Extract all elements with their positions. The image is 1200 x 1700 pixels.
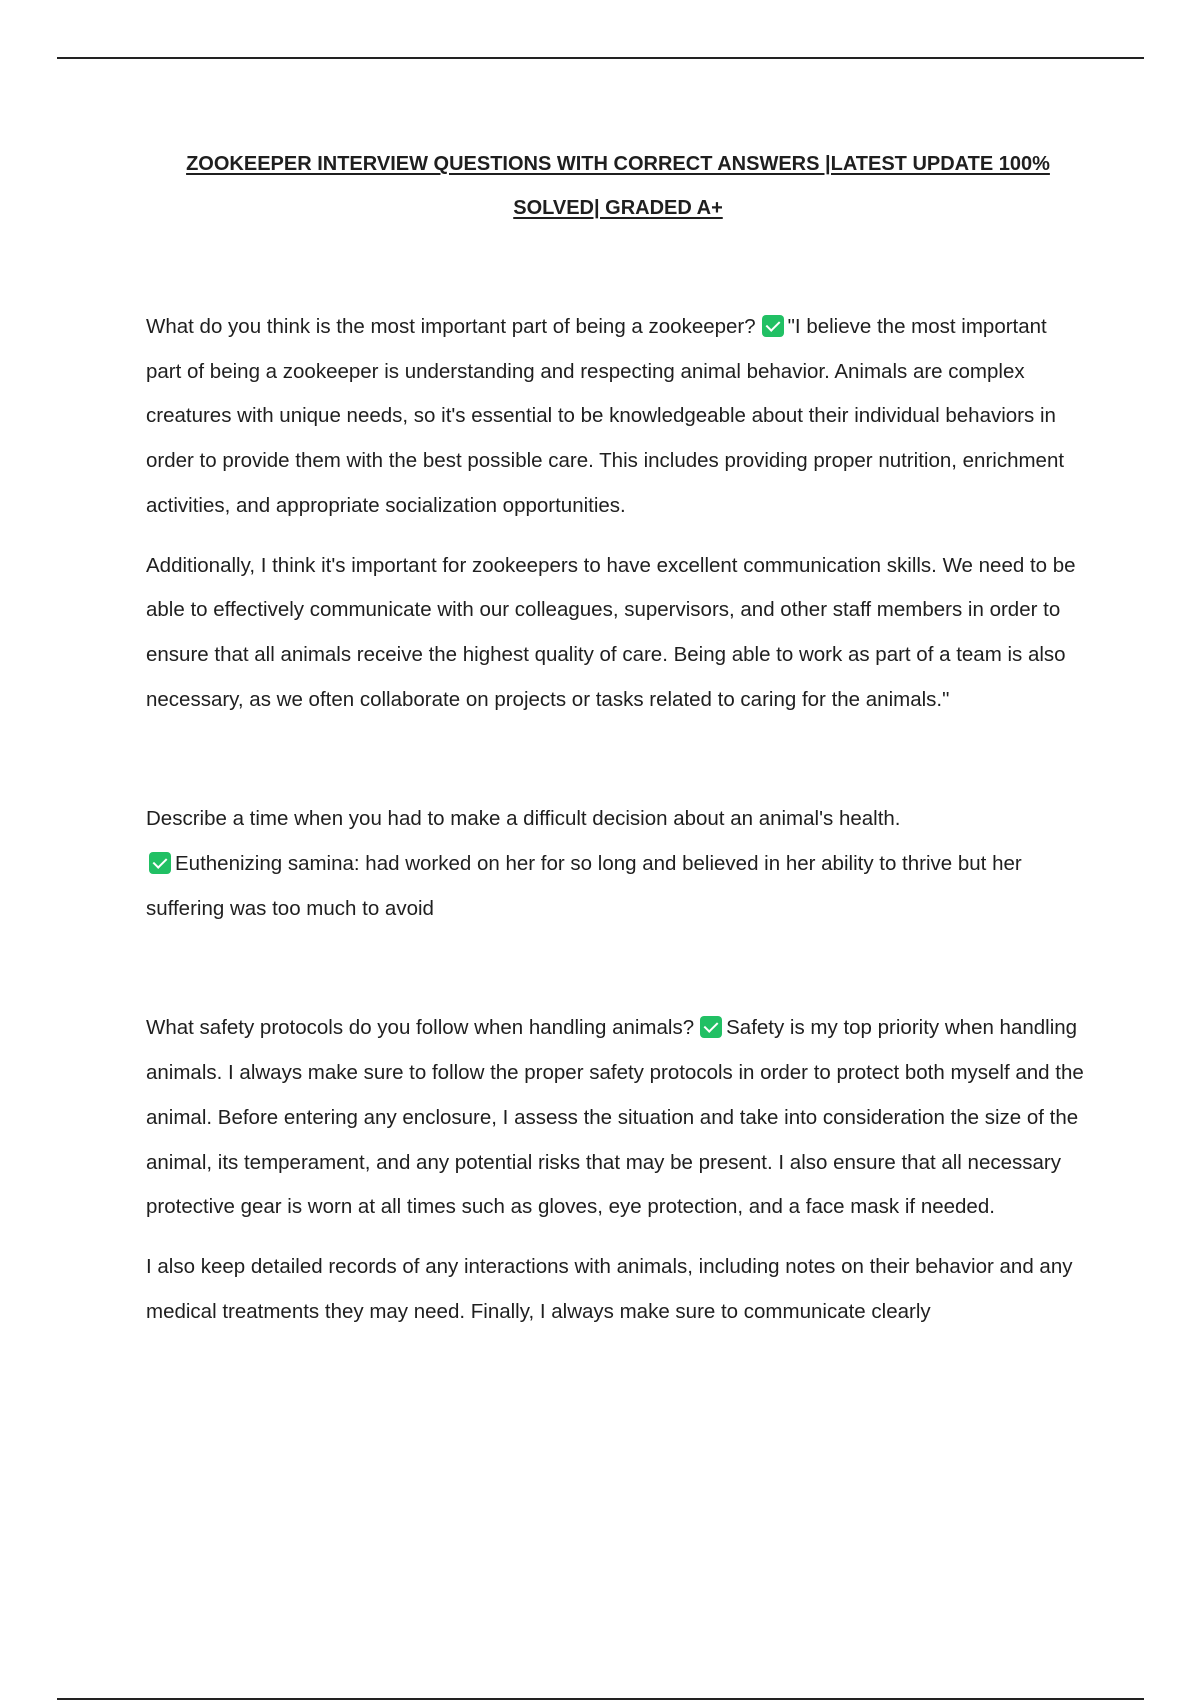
answer-paragraph: Additionally, I think it's important for zookeepers to have excellent communication skills. We need to be able to effectively communicate with our colleagues, supervisors, and other staff members in order to ensure that all animals receive the highest quality of care. Being able to work as part of a team is also necessary, as we often collaborate on projects or tasks related to caring for the animals." bbox=[146, 553, 1076, 711]
question-text: What do you think is the most important part of being a zookeeper? bbox=[146, 315, 756, 338]
qa-item-2 bbox=[146, 797, 1086, 931]
check-mark-icon bbox=[762, 315, 784, 337]
qa-item-1 bbox=[146, 305, 1086, 529]
question-text: What safety protocols do you follow when handling animals? bbox=[146, 1016, 695, 1040]
document-title bbox=[146, 142, 1090, 230]
check-mark-icon bbox=[149, 852, 171, 874]
check-mark-icon bbox=[700, 1016, 722, 1038]
top-rule bbox=[57, 57, 1144, 59]
title-line-1: ZOOKEEPER INTERVIEW QUESTIONS WITH CORRECT ANSWERS |LATEST UPDATE 100% bbox=[186, 153, 1050, 175]
document-body bbox=[146, 305, 1086, 1334]
answer-text: Safety is my top priority when handling animals. I always make sure to follow the proper safety protocols in order to protect both myself and the animal. Before entering any enclosure, I assess the situation and take into consideration the size of the animal, its temperament, and any potential risks that may be present. I also ensure that all necessary protective gear is worn at all times such as gloves, eye protection, and a face mask if needed. bbox=[146, 1016, 1084, 1219]
qa-item-3 bbox=[146, 1006, 1086, 1230]
answer-text: Euthenizing samina: had worked on her for so long and believed in her ability to thrive but her suffering was too much to avoid bbox=[146, 852, 1022, 920]
answer-paragraph: I also keep detailed records of any interactions with animals, including notes on their behavior and any medical treatments they may need. Finally, I always make sure to communicate clearly bbox=[146, 1254, 1073, 1323]
question-text: Describe a time when you had to make a difficult decision about an animal's health. bbox=[146, 807, 901, 831]
title-line-2: SOLVED| GRADED A+ bbox=[513, 197, 723, 219]
answer-text: "I believe the most important part of being a zookeeper is understanding and respecting animal behavior. Animals are complex creatures with unique needs, so it's essential to be knowledgeable about their individual behaviors in order to provide them with the best possible care. This includes providing proper nutrition, enrichment activities, and appropriate socialization opportunities. bbox=[146, 315, 1065, 517]
